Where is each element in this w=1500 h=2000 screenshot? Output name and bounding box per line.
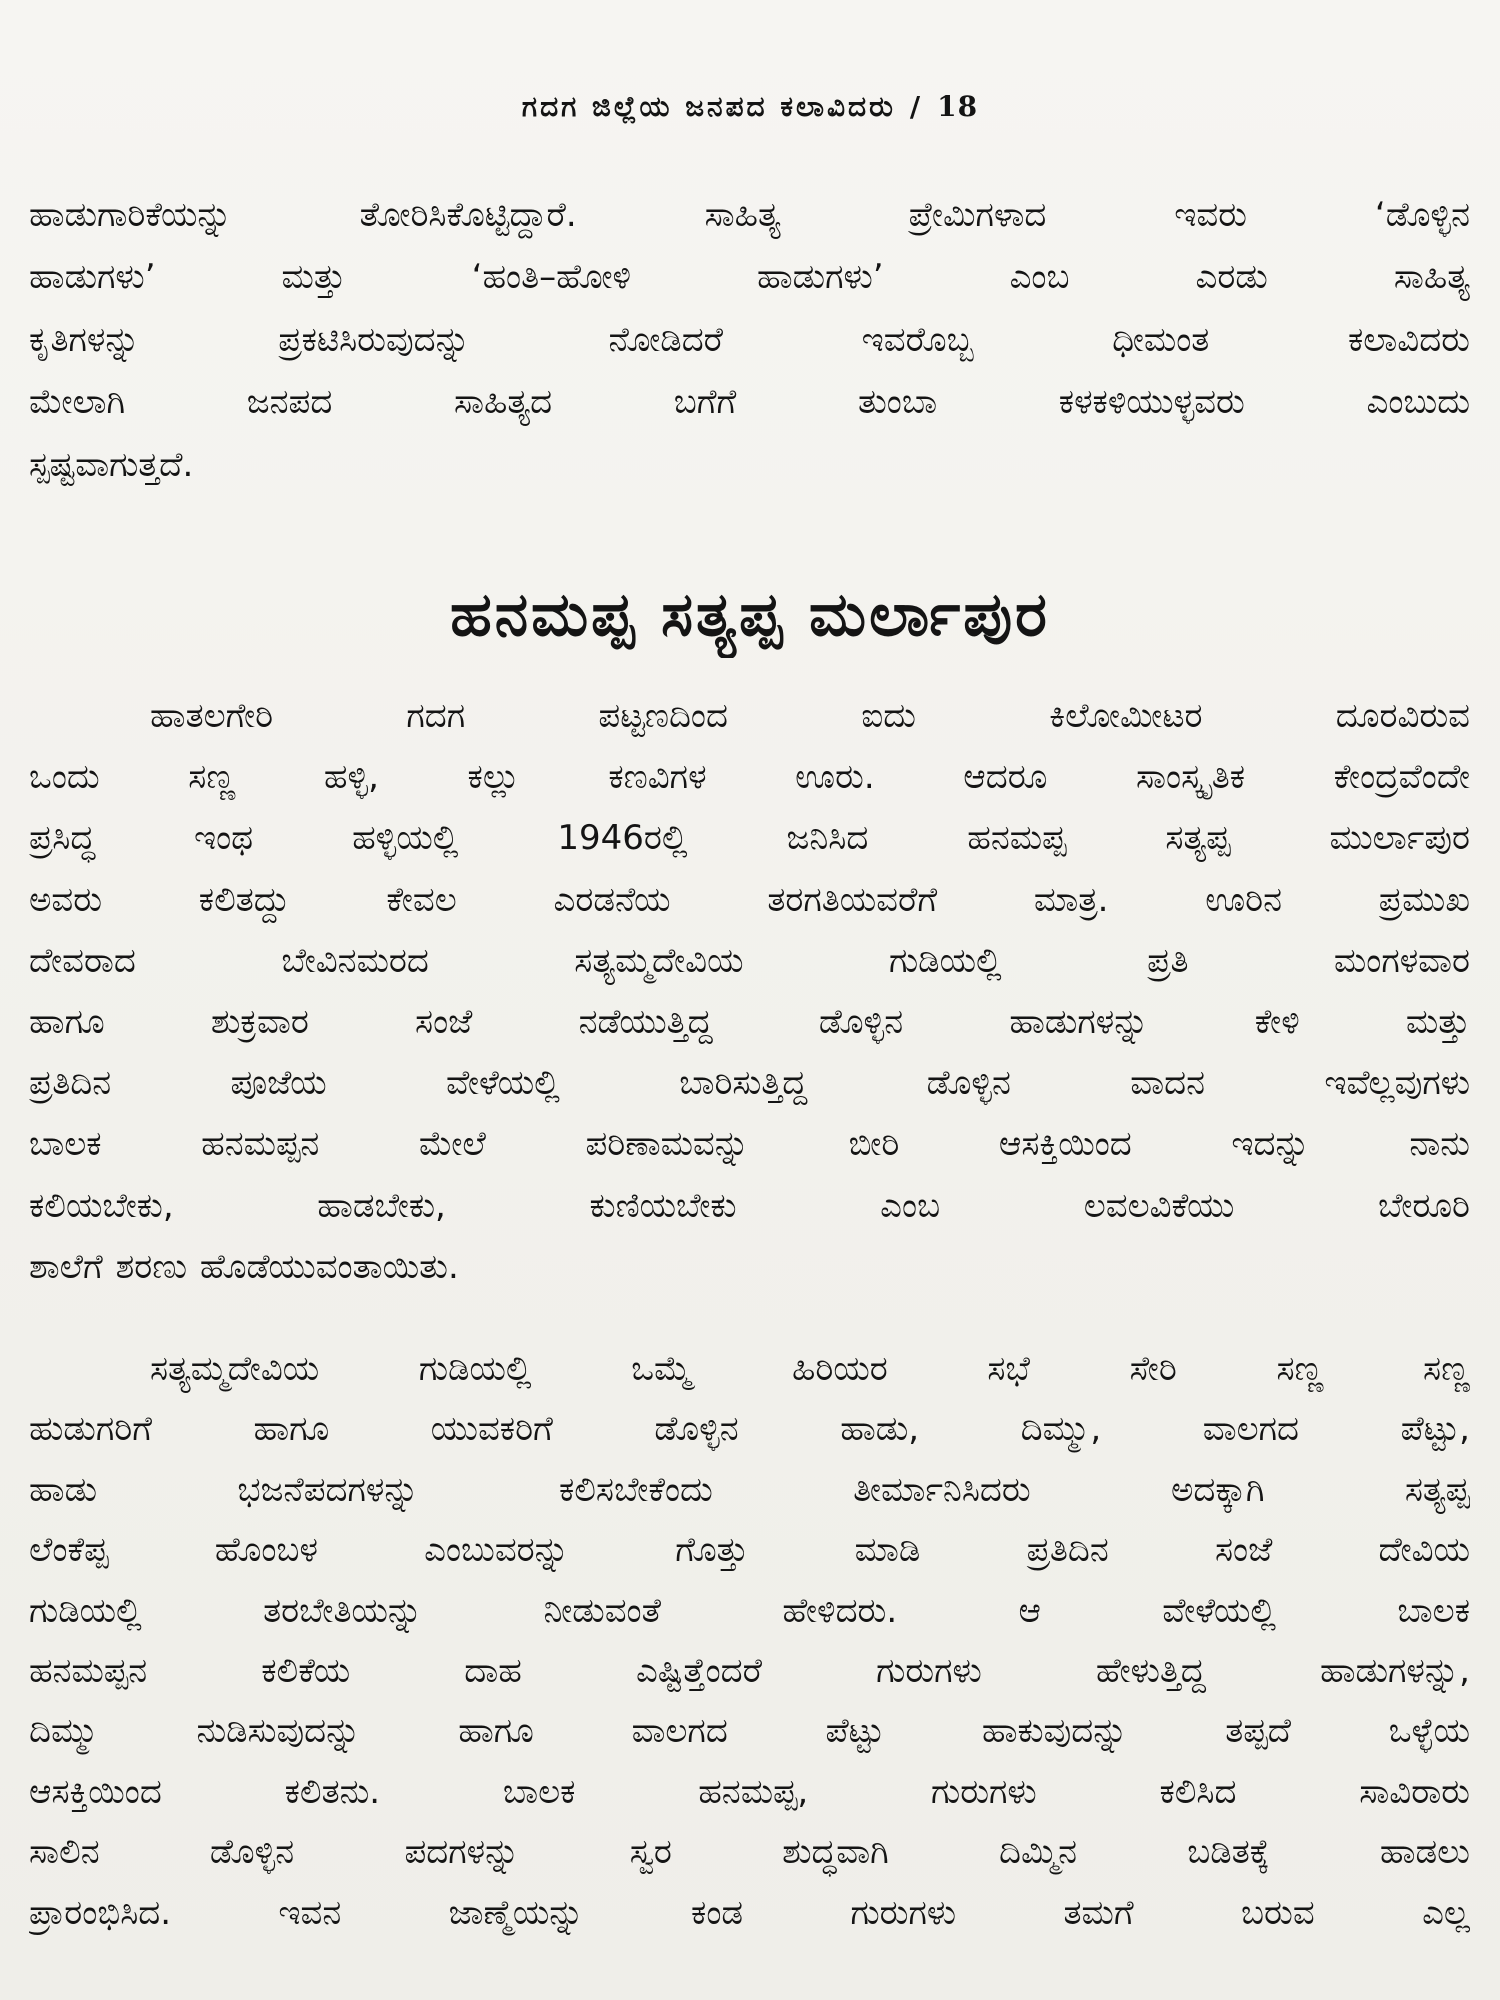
paragraph-line: ಹಾಗೂ ಶುಕ್ರವಾರ ಸಂಜೆ ನಡೆಯುತ್ತಿದ್ದ ಡೊಳ್ಳಿನ ಹಾಡುಗಳನ್ನು ಕೇಳಿ ಮತ್ತು [29,1001,1470,1042]
section-paragraph-1 [29,686,1470,1298]
running-header [0,86,1500,128]
paragraph-line: ಹನಮಪ್ಪನ ಕಲಿಕೆಯ ದಾಹ ಎಷ್ಟಿತ್ತೆಂದರೆ ಗುರುಗಳು ಹೇಳುತ್ತಿದ್ದ ಹಾಡುಗಳನ್ನು, [29,1650,1470,1691]
paragraph-line: ಹಾಡುಗಾರಿಕೆಯನ್ನು ತೋರಿಸಿಕೊಟ್ಟಿದ್ದಾರೆ. ಸಾಹಿತ್ಯ ಪ್ರೇಮಿಗಳಾದ ಇವರು ‘ಡೊಳ್ಳಿನ [29,195,1470,235]
paragraph-line: ಒಂದು ಸಣ್ಣ ಹಳ್ಳಿ, ಕಲ್ಲು ಕಣವಿಗಳ ಊರು. ಆದರೂ ಸಾಂಸ್ಕೃತಿಕ ಕೇಂದ್ರವೆಂದೇ [29,757,1470,798]
paragraph-line: ಸ್ಪಷ್ಟವಾಗುತ್ತದೆ. [29,444,194,485]
paragraph-line: ಸಾಲಿನ ಡೊಳ್ಳಿನ ಪದಗಳನ್ನು ಸ್ವರ ಶುದ್ಧವಾಗಿ ದಿಮ್ಮಿನ ಬಡಿತಕ್ಕೆ ಹಾಡಲು [29,1832,1470,1873]
page-number: 18 [937,90,979,123]
paragraph-line: ಹಾತಲಗೇರಿ ಗದಗ ಪಟ್ಟಣದಿಂದ ಐದು ಕಿಲೋಮೀಟರ ದೂರವಿರುವ [150,696,1470,736]
paragraph-line: ಬಾಲಕ ಹನಮಪ್ಪನ ಮೇಲೆ ಪರಿಣಾಮವನ್ನು ಬೀರಿ ಆಸಕ್ತಿಯಿಂದ ಇದನ್ನು ನಾನು [29,1124,1470,1165]
paragraph-line: ಆಸಕ್ತಿಯಿಂದ ಕಲಿತನು. ಬಾಲಕ ಹನಮಪ್ಪ, ಗುರುಗಳು ಕಲಿಸಿದ ಸಾವಿರಾರು [29,1771,1470,1812]
book-title: ಗದಗ ಜಿಲ್ಲೆಯ ಜನಪದ ಕಲಾವಿದರು [521,90,896,123]
paragraph-line: ದಿಮ್ಮು ನುಡಿಸುವುದನ್ನು ಹಾಗೂ ವಾಲಗದ ಪೆಟ್ಟು ಹಾಕುವುದನ್ನು ತಪ್ಪದೆ ಒಳ್ಳೆಯ [29,1711,1470,1752]
paragraph-line: ಹುಡುಗರಿಗೆ ಹಾಗೂ ಯುವಕರಿಗೆ ಡೊಳ್ಳಿನ ಹಾಡು, ದಿಮ್ಮು, ವಾಲಗದ ಪೆಟ್ಟು, [29,1409,1470,1450]
paragraph-line: ಸತ್ಯಮ್ಮದೇವಿಯ ಗುಡಿಯಲ್ಲಿ ಒಮ್ಮೆ ಹಿರಿಯರ ಸಭೆ ಸೇರಿ ಸಣ್ಣ ಸಣ್ಣ [150,1349,1470,1389]
paragraph-line: ಮೇಲಾಗಿ ಜನಪದ ಸಾಹಿತ್ಯದ ಬಗೆಗೆ ತುಂಬಾ ಕಳಕಳಿಯುಳ್ಳವರು ಎಂಬುದು [29,382,1470,423]
section-title: ಹನಮಪ್ಪ ಸತ್ಯಪ್ಪ ಮರ್ಲಾಪುರ [450,580,1050,650]
paragraph-line: ಪ್ರಾರಂಭಿಸಿದ. ಇವನ ಜಾಣ್ಮೆಯನ್ನು ಕಂಡ ಗುರುಗಳು ತಮಗೆ ಬರುವ ಎಲ್ಲ [29,1892,1470,1933]
paragraph-line: ಹಾಡು ಭಜನೆಪದಗಳನ್ನು ಕಲಿಸಬೇಕೆಂದು ತೀರ್ಮಾನಿಸಿದರು ಅದಕ್ಕಾಗಿ ಸತ್ಯಪ್ಪ [29,1469,1470,1510]
paragraph-line: ಹಾಡುಗಳು’ ಮತ್ತು ‘ಹಂತಿ–ಹೋಳಿ ಹಾಡುಗಳು’ ಎಂಬ ಎರಡು ಸಾಹಿತ್ಯ [29,257,1470,298]
paragraph-line: ಕೃತಿಗಳನ್ನು ಪ್ರಕಟಿಸಿರುವುದನ್ನು ನೋಡಿದರೆ ಇವರೊಬ್ಬ ಧೀಮಂತ ಕಲಾವಿದರು [29,319,1470,360]
paragraph-line: ಕಲಿಯಬೇಕು, ಹಾಡಬೇಕು, ಕುಣಿಯಬೇಕು ಎಂಬ ಲವಲವಿಕೆಯು ಬೇರೂರಿ [29,1185,1470,1226]
intro-paragraph [29,184,1470,496]
paragraph-line: ಶಾಲೆಗೆ ಶರಣು ಹೊಡೆಯುವಂತಾಯಿತು. [29,1246,459,1287]
paragraph-line: ಪ್ರಸಿದ್ಧ ಇಂಥ ಹಳ್ಳಿಯಲ್ಲಿ 1946ರಲ್ಲಿ ಜನಿಸಿದ ಹನಮಪ್ಪ ಸತ್ಯಪ್ಪ ಮುರ್ಲಾಪುರ [29,818,1470,859]
paragraph-line: ಅವರು ಕಲಿತದ್ದು ಕೇವಲ ಎರಡನೆಯ ತರಗತಿಯವರೆಗೆ ಮಾತ್ರ. ಊರಿನ ಪ್ರಮುಖ [29,879,1470,920]
paragraph-line: ದೇವರಾದ ಬೇವಿನಮರದ ಸತ್ಯಮ್ಮದೇವಿಯ ಗುಡಿಯಲ್ಲಿ ಪ್ರತಿ ಮಂಗಳವಾರ [29,940,1470,981]
section-paragraph-2 [29,1339,1470,1943]
paragraph-line: ಲೆಂಕೆಪ್ಪ ಹೊಂಬಳ ಎಂಬುವರನ್ನು ಗೊತ್ತು ಮಾಡಿ ಪ್ರತಿದಿನ ಸಂಜೆ ದೇವಿಯ [29,1530,1470,1571]
header-separator: / [909,90,924,123]
paragraph-line: ಪ್ರತಿದಿನ ಪೂಜೆಯ ವೇಳೆಯಲ್ಲಿ ಬಾರಿಸುತ್ತಿದ್ದ ಡೊಳ್ಳಿನ ವಾದನ ಇವೆಲ್ಲವುಗಳು [29,1063,1470,1104]
paragraph-line: ಗುಡಿಯಲ್ಲಿ ತರಬೇತಿಯನ್ನು ನೀಡುವಂತೆ ಹೇಳಿದರು. ಆ ವೇಳೆಯಲ್ಲಿ ಬಾಲಕ [29,1590,1470,1631]
